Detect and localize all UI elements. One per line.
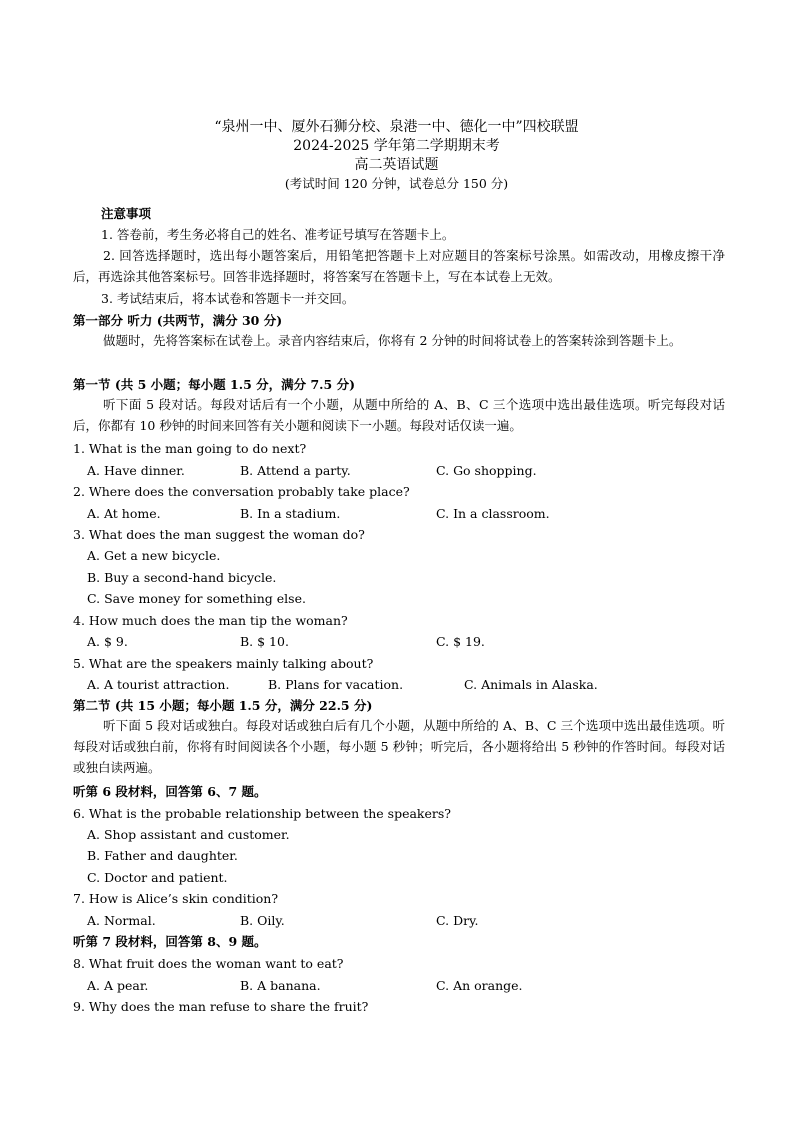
- question-8: 8. What fruit does the woman want to eat?: [73, 956, 344, 971]
- q2-option-a: A. At home.: [87, 506, 161, 521]
- section2-heading: 第二节 (共 15 小题；每小题 1.5 分，满分 22.5 分): [73, 698, 373, 713]
- notes-heading: 注意事项: [101, 206, 152, 221]
- q1-option-b: B. Attend a party.: [240, 463, 351, 478]
- question-1: 1. What is the man going to do next?: [73, 441, 307, 456]
- part1-intro: 做题时，先将答案标在试卷上。录音内容结束后，你将有 2 分钟的时间将试卷上的答案转涂到答题卡上。: [103, 333, 682, 348]
- note-3: 3. 考试结束后，将本试卷和答题卡一并交回。: [101, 291, 355, 306]
- header-time-score: (考试时间 120 分钟，试卷总分 150 分): [284, 176, 509, 191]
- q8-option-c: C. An orange.: [436, 978, 523, 993]
- question-7: 7. How is Alice’s skin condition?: [73, 891, 279, 906]
- q4-option-c: C. $ 19.: [436, 634, 485, 649]
- question-9: 9. Why does the man refuse to share the fruit?: [73, 999, 369, 1014]
- note-2: 2. 回答选择题时，选出每小题答案后，用铅笔把答题卡上对应题目的答案标号涂黑。如需改动，用橡皮擦干净后，再选涂其他答案标号。回答非选择题时，将答案写在答题卡上，写在本试卷上无效。: [73, 248, 725, 285]
- q1-option-a: A. Have dinner.: [87, 463, 185, 478]
- q8-option-b: B. A banana.: [240, 978, 321, 993]
- q6-option-a: A. Shop assistant and customer.: [87, 827, 290, 842]
- section2-intro: 听下面 5 段对话或独白。每段对话或独白后有几个小题，从题中所给的 A、B、C 三个选项中选出最佳选项。听每段对话或独白前，你将有时间阅读各个小题，每小题 5 秒钟；听完后，各小题将给出 5 秒钟的作答时间。每段对话或独白读两遍。: [73, 718, 725, 776]
- q1-option-c: C. Go shopping.: [436, 463, 537, 478]
- section1-intro: 听下面 5 段对话。每段对话后有一个小题，从题中所给的 A、B、C 三个选项中选出最佳选项。听完每段对话后，你都有 10 秒钟的时间来回答有关小题和阅读下一小题。每段对话仅读一遍。: [73, 397, 725, 434]
- q4-option-b: B. $ 10.: [240, 634, 289, 649]
- question-3: 3. What does the man suggest the woman do?: [73, 527, 365, 542]
- q7-option-b: B. Oily.: [240, 913, 285, 928]
- header-alliance: “泉州一中、厦外石狮分校、泉港一中、德化一中”四校联盟: [214, 119, 579, 135]
- q2-option-b: B. In a stadium.: [240, 506, 341, 521]
- section1-heading: 第一节 (共 5 小题；每小题 1.5 分，满分 7.5 分): [73, 377, 355, 392]
- q3-option-b: B. Buy a second-hand bicycle.: [87, 570, 277, 585]
- question-5: 5. What are the speakers mainly talking about?: [73, 656, 374, 671]
- q7-option-c: C. Dry.: [436, 913, 479, 928]
- q5-option-a: A. A tourist attraction.: [87, 677, 230, 692]
- note-1: 1. 答卷前，考生务必将自己的姓名、准考证号填写在答题卡上。: [101, 227, 455, 242]
- q3-option-c: C. Save money for something else.: [87, 591, 306, 606]
- header-term: 2024-2025 学年第二学期期末考: [293, 138, 500, 154]
- material-7-heading: 听第 7 段材料，回答第 8、9 题。: [73, 934, 267, 949]
- q7-option-a: A. Normal.: [87, 913, 156, 928]
- q3-option-a: A. Get a new bicycle.: [87, 548, 221, 563]
- question-6: 6. What is the probable relationship between the speakers?: [73, 806, 451, 821]
- q5-option-c: C. Animals in Alaska.: [464, 677, 598, 692]
- question-4: 4. How much does the man tip the woman?: [73, 613, 348, 628]
- material-6-heading: 听第 6 段材料，回答第 6、7 题。: [73, 784, 267, 799]
- part1-heading: 第一部分 听力 (共两节，满分 30 分): [73, 313, 283, 328]
- q4-option-a: A. $ 9.: [87, 634, 128, 649]
- q5-option-b: B. Plans for vacation.: [268, 677, 404, 692]
- q6-option-c: C. Doctor and patient.: [87, 870, 228, 885]
- question-2: 2. Where does the conversation probably take place?: [73, 484, 410, 499]
- q8-option-a: A. A pear.: [87, 978, 149, 993]
- q6-option-b: B. Father and daughter.: [87, 848, 238, 863]
- q2-option-c: C. In a classroom.: [436, 506, 550, 521]
- header-subject: 高二英语试题: [354, 157, 439, 173]
- exam-header: [0, 118, 793, 192]
